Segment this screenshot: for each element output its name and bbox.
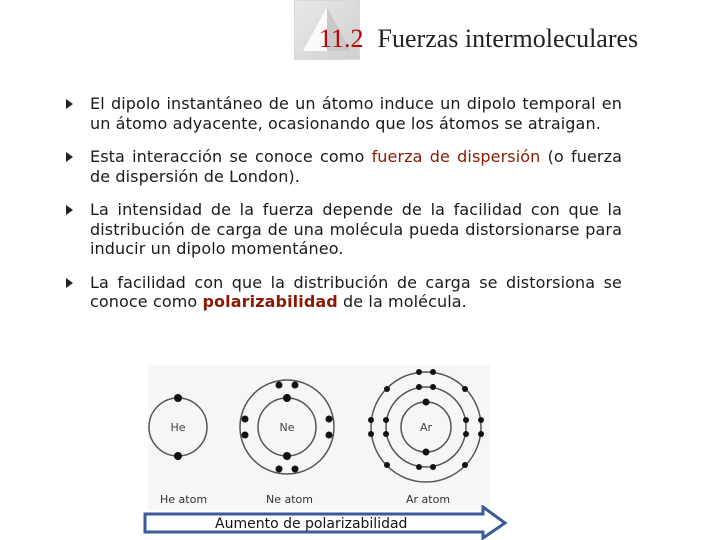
bullet-text: de la molécula. [337,292,467,311]
bullet-arrow-icon [66,278,73,288]
bullet-arrow-icon [66,99,73,109]
he-symbol: He [170,421,186,434]
he-atom-diagram [149,394,207,460]
he-atom-label: He atom [160,493,208,506]
bullet-item [62,200,622,259]
ne-atom-label: Ne atom [266,493,313,506]
term-dispersion-force: fuerza de dispersión [371,147,541,166]
ne-atom-diagram [240,380,334,474]
title-bar [294,0,720,58]
bullet-item [62,147,622,186]
ne-symbol: Ne [279,421,295,434]
ar-atom-diagram [368,369,484,482]
term-polarizability: polarizabilidad [202,292,338,311]
atom-diagram [148,365,490,510]
bullet-text: La facilidad con que la distribución de carga se distorsiona se conoce como [90,272,622,311]
title-text: Fuerzas intermoleculares [377,24,639,53]
bullet-text: La intensidad de la fuerza depende de la facilidad con que la distribución de carga de una molécula pueda distorsionarse para inducir un dipolo momentáneo. [90,200,622,258]
bullet-item [62,94,622,133]
bullet-text: Esta interacción se conoce como [90,147,372,166]
bullet-text: (o fuerza de dispersión de London). [90,147,623,186]
bullet-text: El dipolo instantáneo de un átomo induce un dipolo temporal en un átomo adyacente, ocasionando que los átomos se atraigan. [90,94,622,133]
bullet-item [62,273,622,312]
bullet-arrow-icon [66,205,73,215]
section-number: 11.2 [319,24,364,53]
bullet-list [62,94,622,326]
bullet-arrow-icon [66,152,73,162]
polarizability-arrow [143,505,509,540]
page-title [319,24,638,54]
ar-atom-label: Ar atom [406,493,451,506]
arrow-label: Aumento de polarizabilidad [215,516,408,532]
ar-symbol: Ar [419,421,433,434]
